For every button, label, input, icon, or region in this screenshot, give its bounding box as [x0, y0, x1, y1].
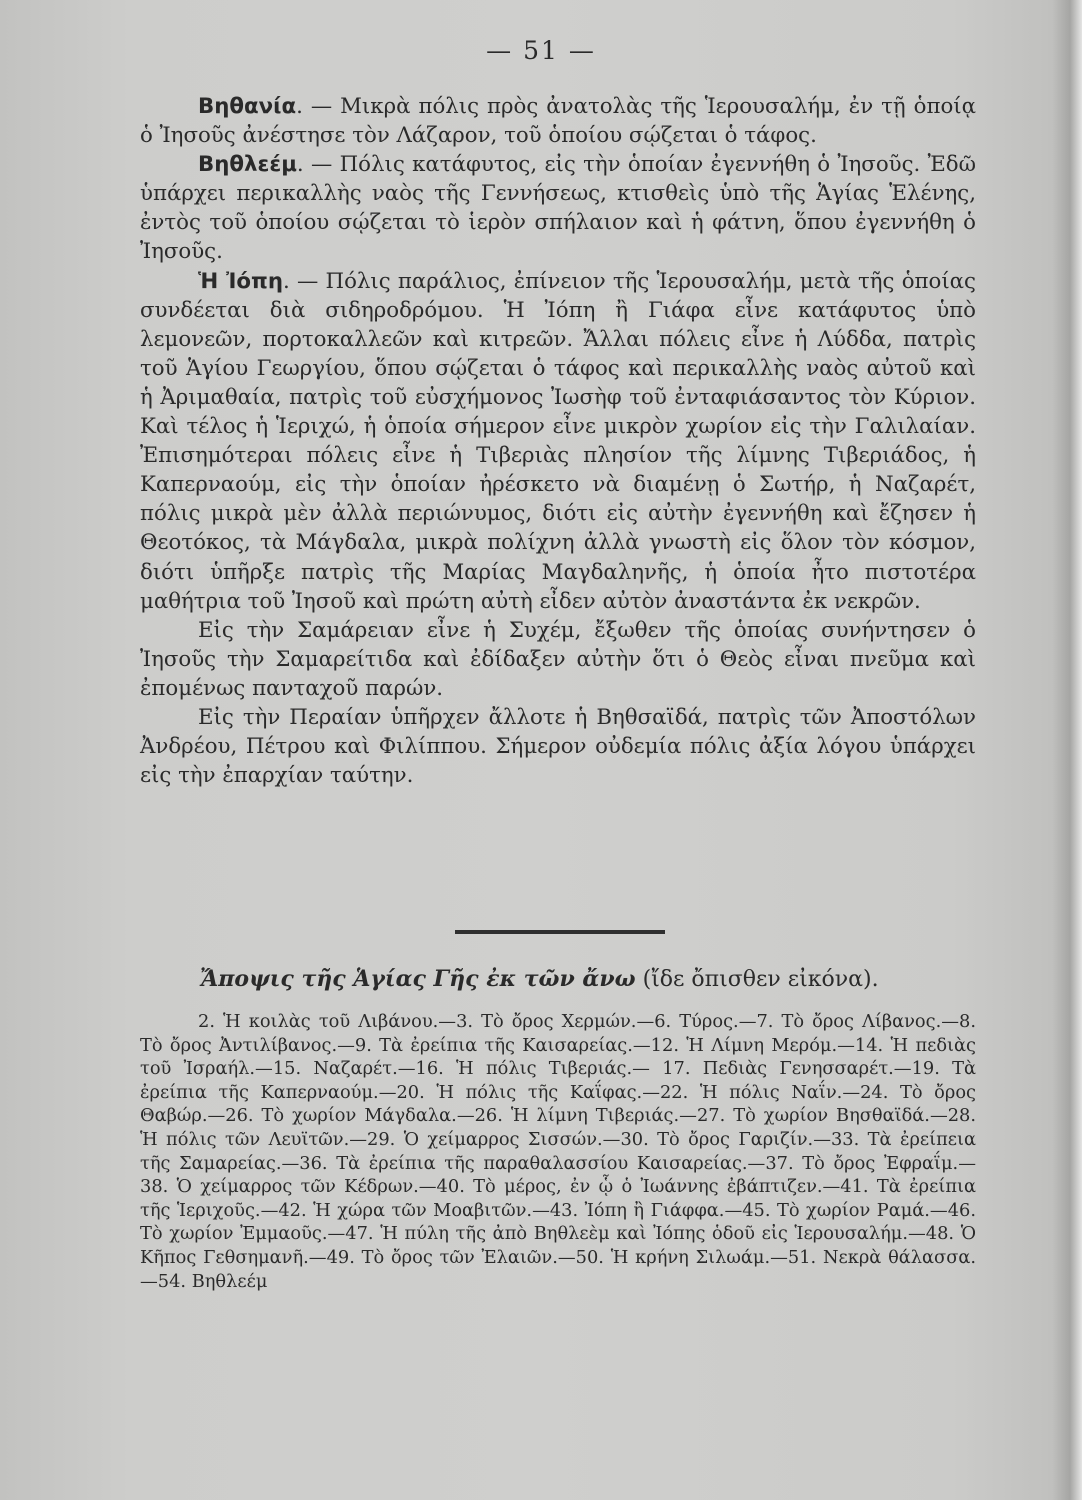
paragraph-bethany — [140, 92, 976, 150]
term-bethlehem: Βηθλεέμ — [198, 152, 297, 178]
page-number: — 51 — — [486, 36, 596, 65]
section-divider — [455, 930, 665, 934]
paragraph-bethany-text: . — Μικρὰ πόλις πρὸς ἀνατολὰς τῆς Ἱερουσαλήμ, ἐν τῇ ὁποίᾳ ὁ Ἰησοῦς ἀνέστησε τὸν Λάζαρον, τοῦ ὁποίου σῴζεται ὁ τάφος. — [140, 94, 976, 149]
paragraph-samaria — [140, 616, 976, 703]
caption-legend: 2. Ἡ κοιλὰς τοῦ Λιβάνου.—3. Τὸ ὄρος Χερμών.—6. Τύρος.—7. Τὸ ὄρος Λίβανος.—8. Τὸ ὄρος Ἀντιλίβανος.—9. Τὰ ἐρείπια τῆς Καισαρείας.—12. Ἡ Λίμνη Μερόμ.—14. Ἡ πεδιὰς τοῦ Ἰσραήλ.—15. Ναζαρέτ.—16. Ἡ πόλις Τιβεριάς.— 17. Πεδιὰς Γενησσαρέτ.—19. Τὰ ἐρείπια τῆς Καπερναούμ.—20. Ἡ πόλις τῆς Καΐφας.—22. Ἡ πόλις Ναΐν.—24. Τὸ ὄρος Θαβώρ.—26. Τὸ χωρίον Μάγδαλα.—26. Ἡ λίμνη Τιβεριάς.—27. Τὸ χωρίον Βησθαϊδά.—28. Ἡ πόλις τῶν Λευϊτῶν.—29. Ὁ χείμαρρος Σισσών.—30. Τὸ ὄρος Γαριζίν.—33. Τὰ ἐρείπεια τῆς Σαμαρείας.—36. Τὰ ἐρείπια τῆς παραθαλασσίου Καισαρείας.—37. Τὸ ὄρος Ἐφραΐμ.—38. Ὁ χείμαρρος τῶν Κέδρων.—40. Τὸ μέρος, ἐν ᾧ ὁ Ἰωάννης ἐβάπτιζεν.—41. Τὰ ἐρείπια τῆς Ἱεριχοῦς.—42. Ἡ χώρα τῶν Μοαβιτῶν.—43. Ἰόπη ἢ Γιάφφα.—45. Τὸ χωρίον Ραμά.—46. Τὸ χωρίον Ἐμμαοῦς.—47. Ἡ πύλη τῆς ἀπὸ Βηθλεὲμ καὶ Ἰόπης ὁδοῦ εἰς Ἱερουσαλήμ.—48. Ὁ Κῆπος Γεθσημανῆ.—49. Τὸ ὄρος τῶν Ἐλαιῶν.—50. Ἡ κρήνη Σιλωάμ.—51. Νεκρὰ θάλασσα.—54. Βηθλεέμ — [140, 1011, 976, 1292]
paragraph-bethlehem-text: . — Πόλις κατάφυτος, εἰς τὴν ὁποίαν ἐγεννήθη ὁ Ἰησοῦς. Ἐδῶ ὑπάρχει περικαλλὴς ναὸς τῆς Γεννήσεως, κτισθεὶς ὑπὸ τῆς Ἁγίας Ἑλένης, ἐντὸς τοῦ ὁποίου σῴζεται τὸ ἱερὸν σπήλαιον καὶ ἡ φάτνη, ὅπου ἐγεννήθη ὁ Ἰησοῦς. — [140, 152, 976, 265]
paragraph-joppa-text: . — Πόλις παράλιος, ἐπίνειον τῆς Ἱερουσαλήμ, μετὰ τῆς ὁποίας συνδέεται διὰ σιδηροδρόμου. Ἡ Ἰόπη ἢ Γιάφα εἶνε κατάφυτος ὑπὸ λεμονεῶν, πορτοκαλλεῶν καὶ κιτρεῶν. Ἄλλαι πόλεις εἶνε ἡ Λύδδα, πατρὶς τοῦ Ἁγίου Γεωργίου, ὅπου σῴζεται ὁ τάφος καὶ περικαλλὴς ναὸς αὐτοῦ καὶ ἡ Ἀριμαθαία, πατρὶς τοῦ εὐσχήμονος Ἰωσὴφ τοῦ ἐνταφιάσαντος τὸν Κύριον. Καὶ τέλος ἡ Ἱεριχώ, ἡ ὁποία σήμερον εἶνε μικρὸν χωρίον εἰς τὴν Γαλιλαίαν. Ἐπισημότεραι πόλεις εἶνε ἡ Τιβεριὰς πλησίον τῆς λίμνης Τιβεριάδος, ἡ Καπερναούμ, εἰς τὴν ὁποίαν ἠρέσκετο νὰ διαμένῃ ὁ Σωτήρ, ἡ Ναζαρέτ, πόλις μικρὰ μὲν ἀλλὰ περιώνυμος, διότι εἰς αὐτὴν ἐγεννήθη καὶ ἔζησεν ἡ Θεοτόκος, τὰ Μάγδαλα, μικρὰ πολίχνη ἀλλὰ γνωστὴ εἰς ὅλον τὸν κόσμον, διότι ὑπῆρξε πατρὶς τῆς Μαρίας Μαγδαληνῆς, ἡ ὁποία ἦτο πιστοτέρα μαθήτρια τοῦ Ἰησοῦ καὶ πρώτη αὐτὴ εἶδεν αὐτὸν ἀναστάντα ἐκ νεκρῶν. — [140, 268, 976, 614]
caption-heading — [200, 965, 970, 994]
term-joppa: Ἡ Ἰόπη — [198, 268, 284, 294]
page-edge-shadow — [1052, 0, 1082, 1500]
paragraph-peraea — [140, 703, 976, 790]
caption-note: (ἴδε ὄπισθεν εἰκόνα). — [642, 967, 879, 992]
paragraph-bethlehem — [140, 150, 976, 266]
paragraph-joppa — [140, 267, 976, 616]
term-bethany: Βηθανία — [198, 94, 297, 119]
caption-title: Ἄποψις τῆς Ἁγίας Γῆς ἐκ τῶν ἄνω — [200, 966, 636, 992]
paragraph-peraea-text: Εἰς τὴν Περαίαν ὑπῆρχεν ἄλλοτε ἡ Βηθσαϊδά, πατρὶς τῶν Ἀποστόλων Ἀνδρέου, Πέτρου καὶ Φιλίππου. Σήμερον οὐδεμία πόλις ἀξία λόγου ὑπάρχει εἰς τὴν ἐπαρχίαν ταύτην. — [140, 704, 976, 789]
paragraph-samaria-text: Εἰς τὴν Σαμάρειαν εἶνε ἡ Συχέμ, ἔξωθεν τῆς ὁποίας συνήντησεν ὁ Ἰησοῦς τὴν Σαμαρείτιδα καὶ ἐδίδαξεν αὐτὴν ὅτι ὁ Θεὸς εἶναι πνεῦμα καὶ ἐπομένως πανταχοῦ παρών. — [140, 617, 976, 701]
body-text — [140, 92, 976, 790]
